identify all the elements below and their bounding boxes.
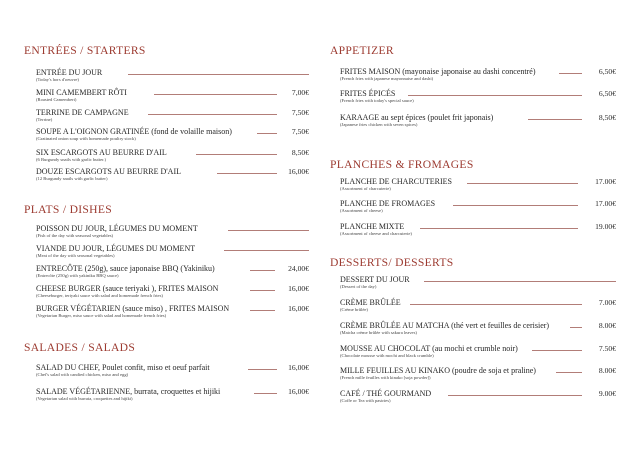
menu-item: CRÈME BRÛLÉE AU MATCHA (thé vert et feuilles de cerisier) 8.00€ (Matcha crème brûlée with sakura leaves)	[340, 321, 616, 335]
menu-item: FRITES ÉPICÉS 6,50€ (French fries with today's special sauce)	[340, 89, 616, 103]
leader-line	[408, 95, 582, 96]
leader-line	[556, 372, 582, 373]
menu-item: SOUPE A L'OIGNON GRATINÉE (fond de volaille maison) 7,50€ (Gratinated onion soup with homemade poultry stock)	[36, 127, 309, 141]
leader-line	[248, 369, 277, 370]
menu-item: ENTRECÔTE (250g), sauce japonaise BBQ (Yakiniku) 24,00€ (Entrecôte (250g) with yakiniku BBQ sauce)	[36, 264, 309, 278]
menu-item: TERRINE DE CAMPAGNE 7,50€ (Terrine)	[36, 108, 309, 122]
menu-item: BURGER VÉGÉTARIEN (sauce miso) , FRITES MAISON 16,00€ (Vegetarian Burger, miso sauce with salad and homemade french fries)	[36, 304, 309, 318]
menu-item: KARAAGE au sept épices (poulet frit japonais) 8,50€ (Japanese fries chicken with seven spices)	[340, 113, 616, 127]
menu-item: CHEESE BURGER (sauce teriyaki ), FRITES MAISON 16,00€ (Cheeseburger, teriyaki sauce with salad and homemade french fries)	[36, 284, 309, 298]
section-title-appetizer: APPETIZER	[330, 44, 394, 57]
leader-line	[250, 290, 275, 291]
menu-item: PLANCHE DE CHARCUTERIES 17.00€ (Assortment of charcuterie)	[340, 177, 616, 191]
menu-item: SALADE VÉGÉTARIENNE, burrata, croquettes et hijiki 16,00€ (Vegetarian salad with burrata, croquettes and hijiki)	[36, 387, 309, 401]
leader-line	[257, 133, 277, 134]
menu-item: MINI CAMEMBERT RÔTI 7,00€ (Roasted Camembert)	[36, 88, 309, 102]
menu-item: MOUSSE AU CHOCOLAT (au mochi et crumble noir) 7.50€ (Chocolate mousse with mochi and black crumble)	[340, 344, 616, 358]
leader-line	[420, 228, 578, 229]
menu-item: MILLE FEUILLES AU KINAKO (poudre de soja et praline) 8.00€ (French mille feuilles with kinako [soja powder])	[340, 366, 616, 380]
section-title-planches: PLANCHES & FROMAGES	[330, 158, 474, 171]
leader-line	[570, 327, 582, 328]
menu-item: PLANCHE DE FROMAGES 17.00€ (Assortment of cheese)	[340, 199, 616, 213]
leader-line	[250, 270, 275, 271]
leader-line	[453, 205, 578, 206]
section-title-dishes: PLATS / DISHES	[24, 203, 112, 216]
leader-line	[467, 183, 578, 184]
menu-item: VIANDE DU JOUR, LÉGUMES DU MOMENT (Meat of the day with seasonal vegetables)	[36, 244, 309, 264]
leader-line	[217, 173, 277, 174]
leader-line	[448, 395, 582, 396]
section-title-starters: ENTRÉES / STARTERS	[24, 44, 146, 57]
leader-line	[250, 310, 275, 311]
section-title-desserts: DESSERTS/ DESSERTS	[330, 256, 454, 269]
section-title-salads: SALADES / SALADS	[24, 341, 136, 354]
menu-item: CRÈME BRÛLÉE 7.00€ (Crème brûlée)	[340, 298, 616, 312]
menu-item: PLANCHE MIXTE 19.00€ (Assortment of cheese and charcuterie)	[340, 222, 616, 236]
leader-line	[196, 154, 277, 155]
leader-line	[424, 281, 616, 282]
leader-line	[224, 250, 309, 251]
leader-line	[559, 73, 582, 74]
leader-line	[154, 94, 277, 95]
menu-item: DOUZE ESCARGOTS AU BEURRE D'AIL 16,00€ (12 Burgundy snails with garlic butter)	[36, 167, 309, 181]
leader-line	[128, 74, 309, 75]
leader-line	[532, 350, 582, 351]
menu-item: DESSERT DU JOUR (Dessert of the day)	[340, 275, 616, 295]
leader-line	[228, 230, 309, 231]
menu-item: SALAD DU CHEF, Poulet confit, miso et oeuf parfait 16,00€ (Chef's salad with candied chicken, miso and egg)	[36, 363, 309, 377]
menu-item: CAFÉ / THÉ GOURMAND 9.00€ (Coffe or Tea with pastries)	[340, 389, 616, 403]
menu-item: ENTRÉE DU JOUR (Today's hors d'oeuvre)	[36, 68, 309, 88]
menu-item: SIX ESCARGOTS AU BEURRE D'AIL 8,50€ (6 Burgundy snails with garlic butter.)	[36, 148, 309, 162]
menu-item: POISSON DU JOUR, LÉGUMES DU MOMENT (Fish of the day with seasonal vegetables)	[36, 224, 309, 244]
menu-item: FRITES MAISON (mayonaise japonaise au dashi concentré) 6,50€ (French fries with japanese mayonnaise and dashi)	[340, 67, 616, 81]
leader-line	[528, 119, 582, 120]
leader-line	[148, 114, 277, 115]
leader-line	[254, 393, 277, 394]
leader-line	[410, 304, 582, 305]
